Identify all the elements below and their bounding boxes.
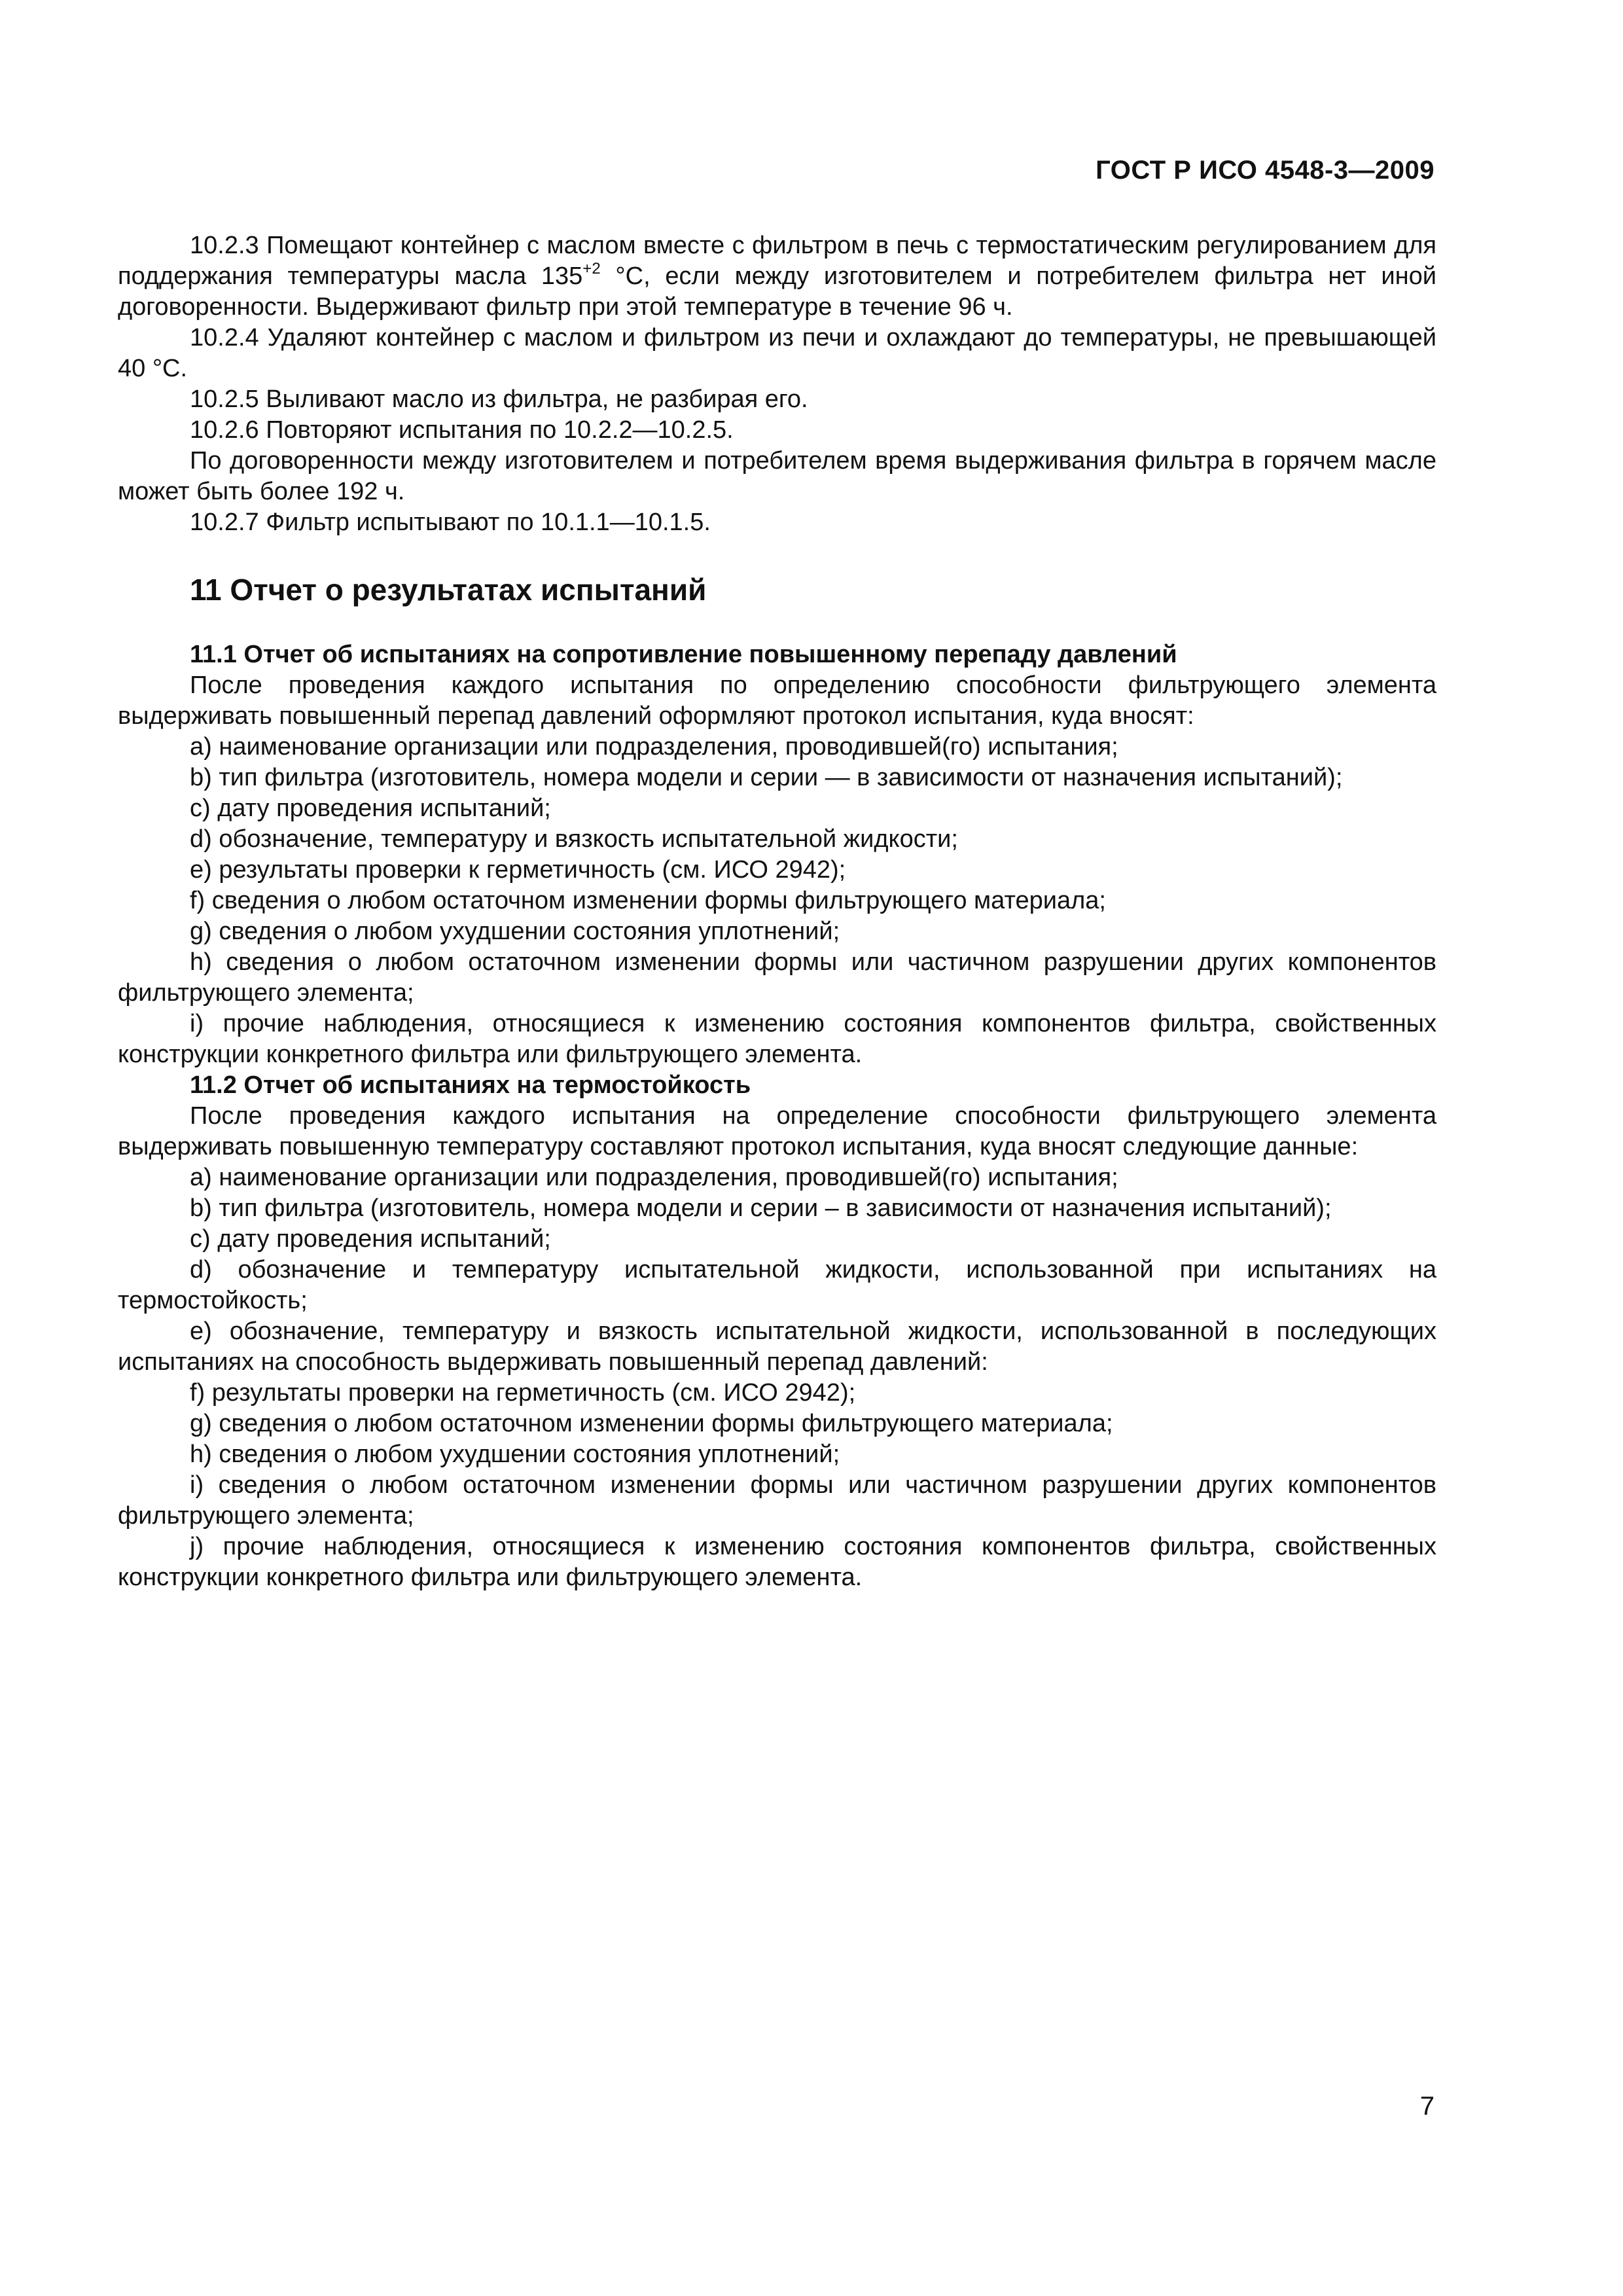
list-item-11-1-d: d) обозначение, температуру и вязкость испытательной жидкости; (190, 825, 958, 853)
paragraph-10-2-3 (118, 230, 1436, 323)
list-item-11-2-b: b) тип фильтра (изготовитель, номера модели и серии – в зависимости от назначения испытаний); (190, 1194, 1332, 1222)
list-item-11-1-e: e) результаты проверки к герметичность (см. ИСО 2942); (190, 856, 846, 884)
paragraph-10-2-3-part2: °С, если между изготовителем и потребителем фильтра нет иной договоренности. Выдерживают фильтр при этой температуре в течение 96 ч. (118, 262, 1437, 321)
list-item-11-1-i: i) прочие наблюдения, относящиеся к изменению состояния компонентов фильтра, свойственных конструкции конкретного фильтра или фильтрующего элемента. (118, 1010, 1436, 1068)
page-number: 7 (1419, 2092, 1435, 2121)
document-code-header: ГОСТ Р ИСО 4548-3—2009 (1096, 156, 1435, 185)
temperature-tolerance: +2 (582, 260, 601, 278)
section-11-heading: 11 Отчет о результатах испытаний (190, 573, 707, 607)
list-item-11-2-d: d) обозначение и температуру испытательной жидкости, использованной при испытаниях на термостойкость; (118, 1256, 1436, 1314)
paragraph-10-2-5: 10.2.5 Выливают масло из фильтра, не разбирая его. (190, 386, 808, 413)
paragraph-10-2-4: 10.2.4 Удаляют контейнер с маслом и фильтром из печи и охлаждают до температуры, не превышающей 40 °С. (118, 324, 1436, 382)
subsection-11-1-intro: После проведения каждого испытания по определению способности фильтрующего элемента выдерживать повышенный перепад давлений оформляют протокол испытания, куда вносят: (118, 672, 1436, 730)
list-item-11-2-j: j) прочие наблюдения, относящиеся к изменению состояния компонентов фильтра, свойственных конструкции конкретного фильтра или фильтрующего элемента. (118, 1533, 1436, 1591)
paragraph-10-2-7: 10.2.7 Фильтр испытывают по 10.1.1—10.1.5. (190, 509, 711, 536)
paragraph-10-2-3-part1: 10.2.3 Помещают контейнер с маслом вместе с фильтром в печь с термостатическим регулированием для поддержания температуры масла 135 (118, 232, 1436, 290)
list-item-11-2-f: f) результаты проверки на герметичность (см. ИСО 2942); (190, 1379, 856, 1407)
list-item-11-1-g: g) сведения о любом ухудшении состояния уплотнений; (190, 918, 840, 945)
list-item-11-1-a: a) наименование организации или подразделения, проводившей(го) испытания; (190, 733, 1118, 761)
list-item-11-2-i: i) сведения о любом остаточном изменении формы или частичном разрушении других компонентов фильтрующего элемента; (118, 1471, 1436, 1530)
list-item-11-1-f: f) сведения о любом остаточном изменении формы фильтрующего материала; (190, 887, 1106, 914)
list-item-11-2-c: c) дату проведения испытаний; (190, 1225, 551, 1253)
list-item-11-1-c: c) дату проведения испытаний; (190, 795, 551, 822)
list-item-11-2-e: e) обозначение, температуру и вязкость испытательной жидкости, использованной в последующих испытаниях на способность выдерживать повышенный перепад давлений: (118, 1318, 1436, 1376)
subsection-11-2-intro: После проведения каждого испытания на определение способности фильтрующего элемента выдерживать повышенную температуру составляют протокол испытания, куда вносят следующие данные: (118, 1102, 1436, 1160)
list-item-11-1-b: b) тип фильтра (изготовитель, номера модели и серии — в зависимости от назначения испытаний); (190, 764, 1343, 791)
subsection-11-2-heading: 11.2 Отчет об испытаниях на термостойкость (190, 1071, 751, 1099)
page-content (118, 230, 1436, 1593)
list-item-11-2-h: h) сведения о любом ухудшении состояния уплотнений; (190, 1441, 840, 1468)
list-item-11-2-a: a) наименование организации или подразделения, проводившей(го) испытания; (190, 1164, 1118, 1191)
list-item-11-2-g: g) сведения о любом остаточном изменении формы фильтрующего материала; (190, 1410, 1113, 1437)
paragraph-agreement: По договоренности между изготовителем и потребителем время выдерживания фильтра в горячем масле может быть более 192 ч. (118, 447, 1436, 505)
subsection-11-1-heading: 11.1 Отчет об испытаниях на сопротивление повышенному перепаду давлений (190, 641, 1177, 668)
paragraph-10-2-6: 10.2.6 Повторяют испытания по 10.2.2—10.2.5. (190, 416, 734, 444)
list-item-11-1-h: h) сведения о любом остаточном изменении формы или частичном разрушении других компонентов фильтрующего элемента; (118, 948, 1436, 1007)
